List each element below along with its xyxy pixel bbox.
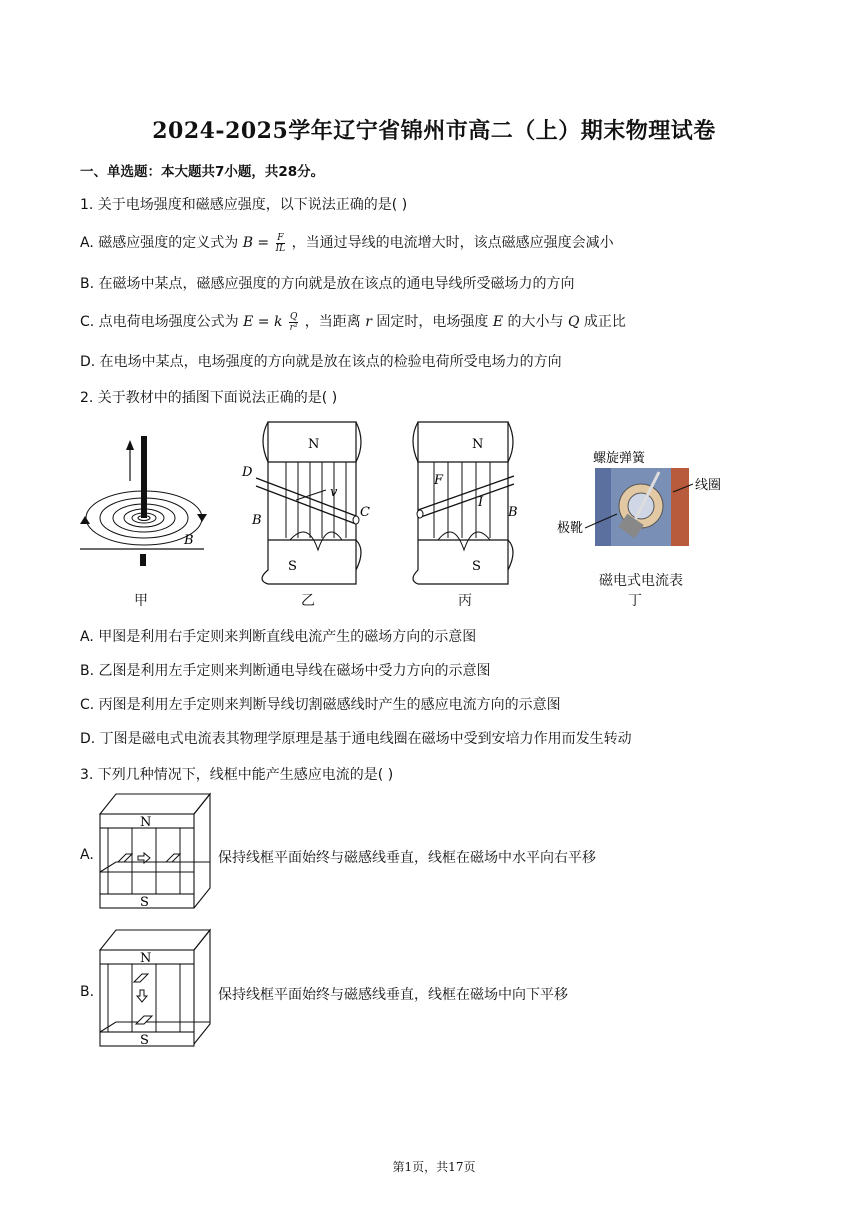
q1-c-post1: ，当距离: [304, 314, 361, 330]
q3-option-a-text: 保持线框平面始终与磁感线垂直，线框在磁场中水平向右平移: [218, 850, 596, 866]
label-B: B: [184, 533, 194, 548]
page-footer: 第1页，共17页: [392, 1160, 476, 1174]
caption-jia: 甲: [134, 593, 148, 609]
figure-yi: [238, 420, 378, 585]
frac-numerator: Q: [289, 311, 298, 322]
label-S: S: [472, 559, 481, 574]
q3-option-b-label: B.: [80, 984, 95, 1000]
caption-galvanometer: 磁电式电流表: [599, 573, 683, 589]
q3-stem: 3. 下列几种情况下，线框中能产生感应电流的是( ): [80, 767, 394, 783]
label-B: B: [252, 513, 262, 528]
q1-option-c: [80, 311, 626, 333]
label-N: N: [140, 951, 152, 966]
q2-stem: 2. 关于教材中的插图下面说法正确的是( ): [80, 390, 338, 406]
caption-yi: 乙: [301, 593, 315, 609]
label-S: S: [140, 1033, 149, 1048]
q1-c-E: E: [492, 314, 504, 330]
q1-c-post2: 固定时，电场强度: [376, 314, 489, 330]
q1-option-b: B. 在磁场中某点，磁感应强度的方向就是放在该点的通电导线所受磁场力的方向: [80, 276, 575, 292]
q3-figure-b: [96, 928, 214, 1052]
q2-option-a: A. 甲图是利用右手定则来判断直线电流产生的磁场方向的示意图: [80, 629, 477, 645]
q1-c-post3: 的大小与: [507, 314, 564, 330]
frac-denominator: IL: [275, 243, 286, 254]
section-heading: 一、单选题：本大题共7小题，共28分。: [80, 164, 325, 180]
figure-ding: [555, 448, 735, 553]
q2-option-b: B. 乙图是利用左手定则来判断通电导线在磁场中受力方向的示意图: [80, 663, 491, 679]
q1-option-d: D. 在电场中某点，电场强度的方向就是放在该点的检验电荷所受电场力的方向: [80, 354, 562, 370]
q2-option-c: C. 丙图是利用左手定则来判断导线切割磁感线时产生的感应电流方向的示意图: [80, 697, 561, 713]
q1-option-a: [80, 232, 614, 254]
page-title: 2024-2025学年辽宁省锦州市高二（上）期末物理试卷: [152, 118, 716, 144]
q2-option-d: D. 丁图是磁电式电流表其物理学原理是基于通电线圈在磁场中受到安培力作用而发生转动: [80, 731, 632, 747]
label-N: N: [472, 437, 484, 452]
q1-a-fraction: [276, 233, 286, 254]
label-N: N: [140, 815, 152, 830]
label-F: F: [434, 473, 444, 488]
q3-option-a-label: A.: [80, 847, 94, 863]
caption-bing: 丙: [458, 593, 472, 609]
label-S: S: [288, 559, 297, 574]
label-spring: 螺旋弹簧: [593, 451, 646, 466]
caption-ding: 丁: [628, 593, 642, 609]
label-S: S: [140, 895, 149, 910]
q1-a-post: ，当通过导线的电流增大时，该点磁感应强度会减小: [291, 235, 614, 251]
figure-bing: [408, 420, 526, 585]
figure-jia: [78, 436, 208, 566]
q1-c-r: r: [365, 314, 372, 330]
q1-c-Q: Q: [567, 314, 580, 330]
q1-a-formula: B =: [242, 235, 270, 251]
q1-c-fraction: [289, 312, 298, 333]
label-v: v: [330, 485, 338, 500]
frac-numerator: F: [277, 232, 284, 243]
q1-a-pre: A. 磁感应强度的定义式为: [80, 235, 239, 251]
label-I: I: [478, 495, 484, 510]
label-N: N: [308, 437, 320, 452]
q3-figure-a: [96, 792, 214, 914]
label-pole-shoe: 极靴: [557, 521, 584, 536]
frac-denominator: r²: [289, 322, 298, 333]
label-B: B: [508, 505, 518, 520]
q1-stem: 1. 关于电场强度和磁感应强度，以下说法正确的是( ): [80, 197, 408, 213]
q1-c-pre: C. 点电荷电场强度公式为: [80, 314, 239, 330]
label-C: C: [360, 505, 370, 520]
label-coil: 线圈: [695, 478, 722, 493]
q1-c-formula: E = k: [243, 314, 283, 330]
q3-option-b-text: 保持线框平面始终与磁感线垂直，线框在磁场中向下平移: [218, 987, 568, 1003]
label-D: D: [242, 465, 253, 480]
q1-c-post4: 成正比: [583, 314, 626, 330]
